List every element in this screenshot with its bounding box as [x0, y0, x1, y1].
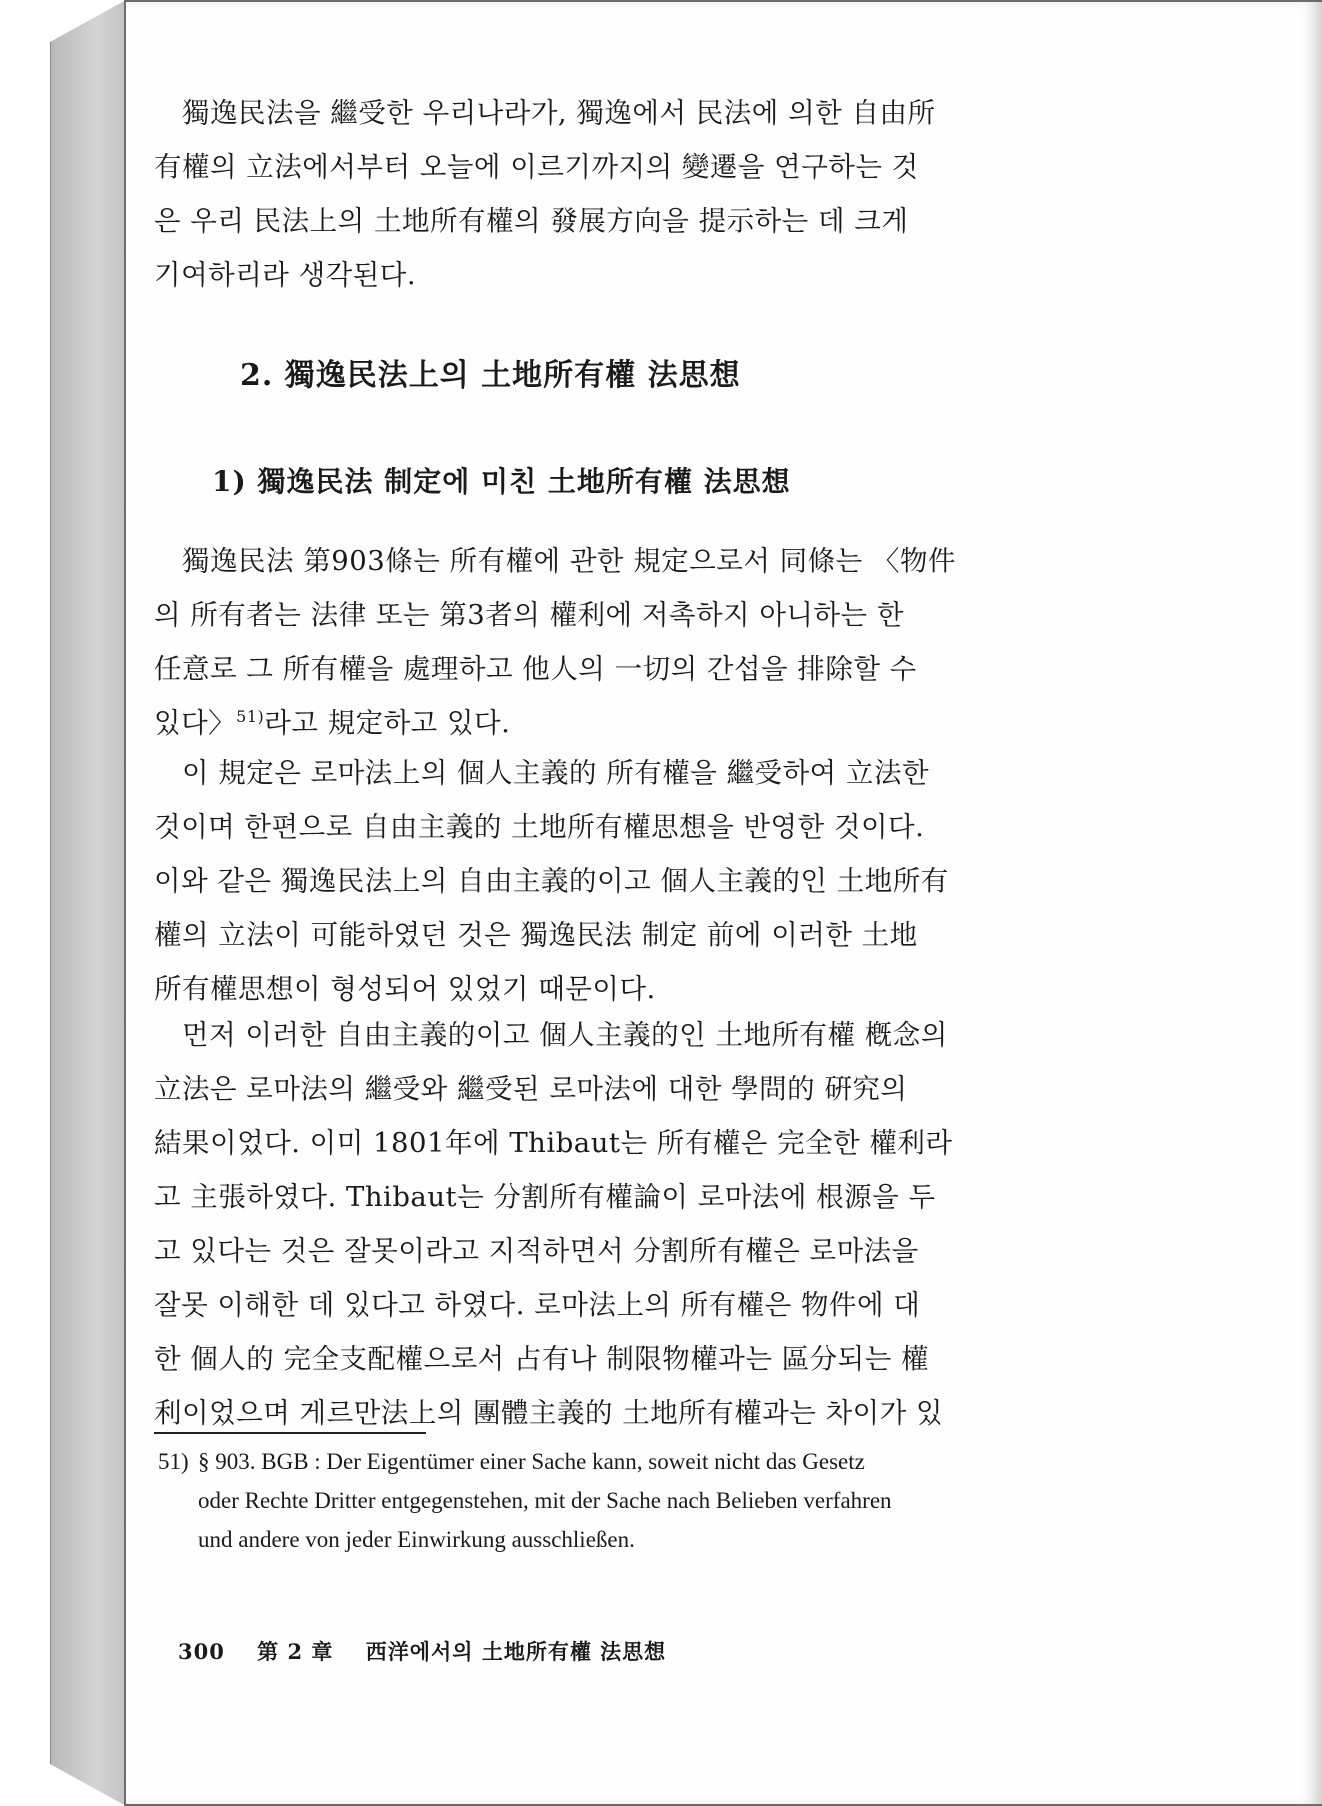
footnote-line	[158, 1442, 1148, 1481]
footnote-text: § 903. BGB : Der Eigentümer einer Sache kann, soweit nicht das Gesetz	[198, 1449, 865, 1474]
para1-line	[154, 696, 1144, 750]
para3-line: 利이었으며 게르만法上의 團體主義的 土地所有權과는 차이가 있	[154, 1397, 944, 1429]
para1-line: 任意로 그 所有權을 處理하고 他人의 一切의 간섭을 排除할 수	[154, 653, 917, 685]
para1-line4-end: 라고 規定하고 있다.	[264, 707, 511, 739]
para2-line: 이 規定은 로마法上의 個人主義的 所有權을 繼受하여 立法한	[182, 757, 930, 789]
para3-line: 먼저 이러한 自由主義的이고 個人主義的인 土地所有權 槪念의	[182, 1019, 948, 1051]
running-footer	[178, 1636, 690, 1666]
para2-line: 이와 같은 獨逸民法上의 自由主義的이고 個人主義的인 土地所有	[154, 865, 949, 897]
section-heading: 2. 獨逸民法上의 土地所有權 法思想	[240, 358, 741, 393]
para1-line: 獨逸民法 第903條는 所有權에 관한 規定으로서 同條는 〈物件	[182, 545, 956, 577]
para2-line: 所有權思想이 형성되어 있었기 때문이다.	[154, 973, 656, 1005]
footnote-line: und andere von jeder Einwirkung ausschließen.	[198, 1527, 635, 1552]
footnote-divider	[154, 1432, 426, 1434]
footnote-line: oder Rechte Dritter entgegenstehen, mit der Sache nach Belieben verfahren	[198, 1488, 892, 1513]
intro-line: 기여하리라 생각된다.	[154, 259, 417, 291]
para3-line: 고 主張하였다. Thibaut는 分割所有權論이 로마法에 根源을 두	[154, 1181, 936, 1213]
para3-line: 잘못 이해한 데 있다고 하였다. 로마法上의 所有權은 物件에 대	[154, 1289, 921, 1321]
chapter-label: 第 2 章	[257, 1639, 334, 1664]
para2-line: 權의 立法이 可能하였던 것은 獨逸民法 制定 前에 이러한 土地	[154, 919, 918, 951]
para3-line: 고 있다는 것은 잘못이라고 지적하면서 分割所有權은 로마法을	[154, 1235, 919, 1267]
paragraph-3	[154, 1008, 1144, 1440]
intro-paragraph	[154, 86, 1144, 302]
intro-line: 獨逸民法을 繼受한 우리나라가, 獨逸에서 民法에 의한 自由所	[182, 97, 936, 129]
para3-line: 한 個人的 完全支配權으로서 占有나 制限物權과는 區分되는 權	[154, 1343, 930, 1375]
footnote-number: 51)	[158, 1449, 189, 1474]
para1-line4-start: 있다〉	[154, 707, 237, 739]
footnote-reference[interactable]: 51)	[236, 706, 265, 726]
para3-line: 立法은 로마法의 繼受와 繼受된 로마法에 대한 學問的 硏究의	[154, 1073, 908, 1105]
para2-line: 것이며 한편으로 自由主義的 土地所有權思想을 반영한 것이다.	[154, 811, 925, 843]
paragraph-1	[154, 534, 1144, 750]
intro-line: 은 우리 民法上의 土地所有權의 發展方向을 提示하는 데 크게	[154, 205, 909, 237]
page-number: 300	[178, 1639, 225, 1664]
footnote	[158, 1442, 1148, 1559]
subsection-heading: 1) 獨逸民法 制定에 미친 土地所有權 法思想	[212, 465, 791, 498]
para3-line: 結果이었다. 이미 1801年에 Thibaut는 所有權은 完全한 權利라	[154, 1127, 953, 1159]
intro-line: 有權의 立法에서부터 오늘에 이르기까지의 變遷을 연구하는 것	[154, 151, 919, 183]
book-spine	[50, 0, 127, 1806]
para1-line: 의 所有者는 法律 또는 第3者의 權利에 저촉하지 아니하는 한	[154, 599, 904, 631]
paragraph-2	[154, 746, 1144, 1016]
chapter-title: 西洋에서의 土地所有權 法思想	[365, 1639, 667, 1664]
